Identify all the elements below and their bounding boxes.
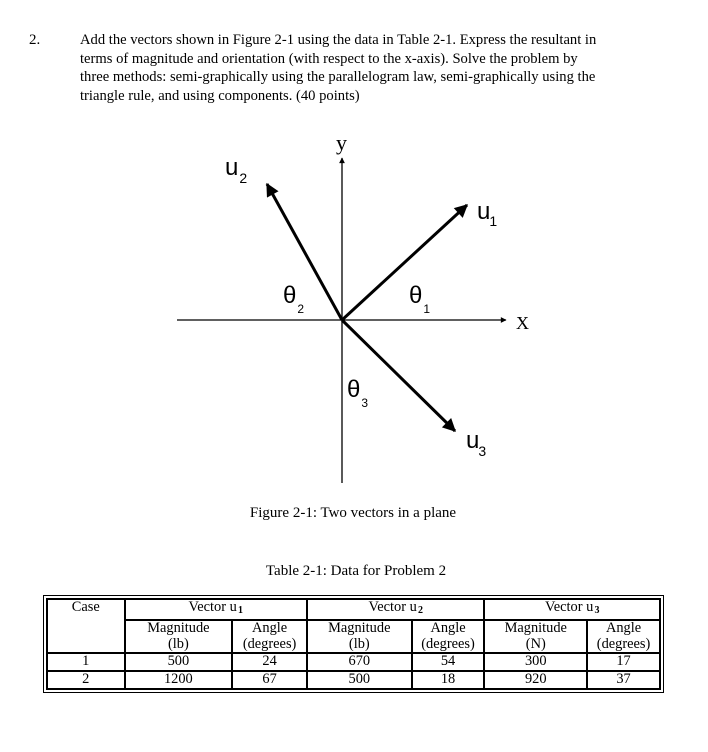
problem-number: 2. <box>29 32 41 48</box>
group-header-u1: Vector u 1 <box>125 599 307 620</box>
vector-u1-arrow <box>342 205 467 320</box>
x-axis-label: X <box>516 313 529 333</box>
table-cell: 24 <box>232 653 307 671</box>
table-cell: 670 <box>307 653 412 671</box>
theta3-label: $\theta_3$ <box>347 376 369 410</box>
case-header: Case <box>47 599 125 653</box>
problem-line: terms of magnitude and orientation (with respect to the x-axis). Solve the problem by <box>80 50 578 67</box>
subheader-cell: Angle (degrees) <box>412 620 485 654</box>
table-cell: 67 <box>232 671 307 689</box>
y-axis-label: y <box>336 130 347 155</box>
table-row <box>47 653 660 671</box>
table-cell: 300 <box>484 653 587 671</box>
problem-line: Add the vectors shown in Figure 2-1 using the data in Table 2-1. Express the resultant in <box>80 32 597 48</box>
theta2-label: $\theta_2$ <box>283 282 305 316</box>
table-cell: 17 <box>587 653 660 671</box>
figure-caption-text: Figure 2-1: Two vectors in a plane <box>249 505 457 521</box>
table-cell: 18 <box>412 671 485 689</box>
vector-u1-label: u1 <box>477 198 498 229</box>
table-cell: 1200 <box>125 671 233 689</box>
problem-line: three methods: semi-graphically using the parallelogram law, semi-graphically using the <box>80 69 596 85</box>
group-header-u2: Vector u 2 <box>307 599 484 620</box>
subheader-cell: Magnitude (N) <box>484 620 587 654</box>
subheader-cell: Magnitude (lb) <box>307 620 412 654</box>
table-subheader-row <box>47 620 660 654</box>
table-title-text: Table 2-1: Data for Problem 2 <box>265 563 447 579</box>
group-header-u3: Vector u 3 <box>484 599 660 620</box>
figure-caption <box>0 505 708 522</box>
table-cell: 500 <box>125 653 233 671</box>
table-cell: 920 <box>484 671 587 689</box>
table-header-row <box>47 599 660 620</box>
subheader-cell: Angle (degrees) <box>232 620 307 654</box>
subheader-cell: Angle (degrees) <box>587 620 660 654</box>
theta1-label: $\theta_1$ <box>409 282 431 316</box>
table-cell: 1 <box>47 653 125 671</box>
table-cell: 2 <box>47 671 125 689</box>
problem-line: triangle rule, and using components. (40 points) <box>80 87 360 104</box>
table-title <box>0 563 708 580</box>
vector-u2-label: $u_2$ <box>225 154 248 186</box>
vector-u2-arrow <box>267 184 342 320</box>
table-cell: 37 <box>587 671 660 689</box>
subheader-cell: Magnitude (lb) <box>125 620 233 654</box>
data-table <box>46 598 661 690</box>
vector-u3-label: u3 <box>466 427 487 459</box>
table-cell: 500 <box>307 671 412 689</box>
table-cell: 54 <box>412 653 485 671</box>
table-row <box>47 671 660 689</box>
